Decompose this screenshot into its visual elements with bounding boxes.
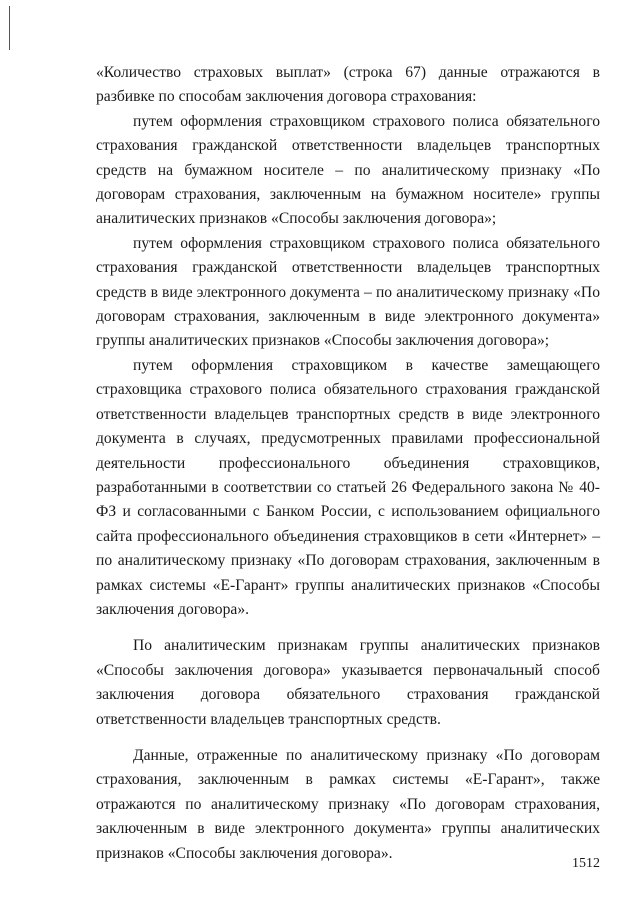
paragraph-e-garant-policy: путем оформления страховщиком в качестве замещающего страховщика страхового полиса обязательного страхования гражданской ответственности владельцев транспортных средств в виде электронного документа в случаях, предусмотренных правилами профессиональной деятельности профессионального объединения страховщиков, разработанными в соответствии со статьей 26 Федерального закона № 40-ФЗ и согласованными с Банком России, с использованием официального сайта профессионального объединения страховщиков в сети «Интернет» – по аналитическому признаку «По договорам страхования, заключенным в рамках системы «Е-Гарант» группы аналитических признаков «Способы заключения договора».: [96, 356, 600, 618]
paragraph-e-garant-data: Данные, отраженные по аналитическому признаку «По договорам страхования, заключенным в рамках системы «Е-Гарант», также отражаются по аналитическому признаку «По договорам страхования, заключенным в виде электронного документа» группы аналитических признаков «Способы заключения договора».: [96, 746, 600, 862]
paragraph-intro: «Количество страховых выплат» (строка 67) данные отражаются в разбивке по способам заключения договора страхования:: [96, 64, 600, 106]
scan-edge-mark: [9, 6, 10, 50]
paragraph-electronic-policy: путем оформления страховщиком страхового полиса обязательного страхования гражданской ответственности владельцев транспортных средств в виде электронного документа – по аналитическому признаку «По договорам страхования, заключенным в виде электронного документа» группы аналитических признаков «Способы заключения договора»;: [96, 234, 600, 350]
page-number: 1512: [572, 856, 600, 871]
paragraph-initial-method: По аналитическим признакам группы аналитических признаков «Способы заключения договора» указывается первоначальный способ заключения договора обязательного страхования гражданской ответственности владельцев транспортных средств.: [96, 637, 600, 728]
document-body: [96, 61, 600, 866]
paragraph-paper-policy: путем оформления страховщиком страхового полиса обязательного страхования гражданской ответственности владельцев транспортных средств на бумажном носителе – по аналитическому признаку «По договорам страхования, заключенным на бумажном носителе» группы аналитических признаков «Способы заключения договора»;: [96, 112, 600, 228]
